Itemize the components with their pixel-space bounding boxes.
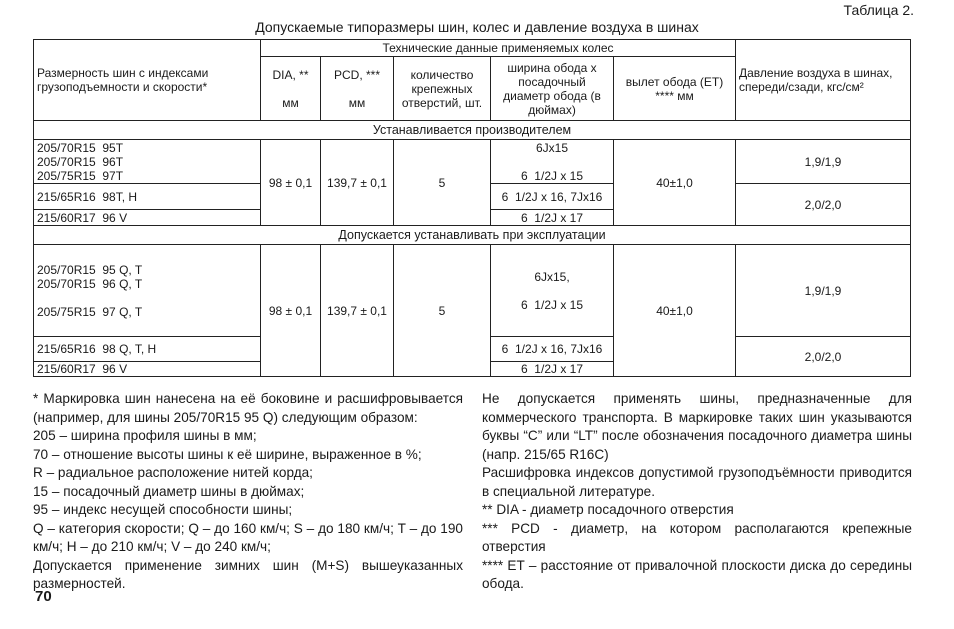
s2-rim-group [491,245,614,337]
s1-pcd: 139,7 ± 0,1 [321,140,394,226]
s2-size-4: 215/65R16 98 Q, T, H [34,337,261,362]
s1-rim-group [491,140,614,184]
s2-rim-4: 6 1/2J x 17 [491,362,614,377]
header-pcd [321,57,394,121]
s1-size-1: 205/70R15 95T [37,140,124,155]
s2-dia: 98 ± 0,1 [261,245,321,377]
notes-right [482,390,912,594]
header-wheel-group: Технические данные применяемых колес [261,40,736,57]
page-number: 70 [35,588,52,605]
note-right-3: ** DIA - диаметр посадочного отверстия [482,502,734,517]
header-dia-unit: мм [282,95,299,110]
s1-pressure-2: 2,0/2,0 [736,184,911,226]
s2-size-3: 205/75R15 97 Q, T [37,304,143,319]
header-pcd-unit: мм [348,95,366,110]
s1-rim-4: 6 1/2J x 17 [491,210,614,226]
tire-spec-table [33,39,911,377]
notes-left [33,390,463,594]
s2-et: 40±1,0 [614,245,736,377]
note-left-8: Допускается применение зимних шин (M+S) вышеуказанных размерностей. [33,557,463,591]
note-right-2: Расшифровка индексов допустимой грузоподъёмности приводится в специальной литературе. [482,465,912,499]
section1-size-group [34,140,261,184]
s1-dia: 98 ± 0,1 [261,140,321,226]
note-left-3: 70 – отношение высоты шины к её ширине, выраженное в %; [33,446,422,462]
s1-rim-1: 6Jx15 [535,140,569,155]
header-pressure: Давление воздуха в шинах, спереди/сзади, кгс/см² [736,40,911,121]
note-left-4: R – радиальное расположение нитей корда; [33,465,313,480]
header-pcd-label: PCD, *** [333,67,380,82]
note-right-1: Не допускается применять шины, предназначенные для коммерческого транспорта. В маркировке таких шин указываются буквы “C” или “LT” после обозначения посадочного диаметра шины (напр. 215/65 R16C) [482,391,912,462]
s1-rim-3: 6 1/2J x 16, 7Jx16 [491,184,614,210]
s1-rim-2: 6 1/2J x 15 [520,168,584,183]
s2-rim-2: 6 1/2J x 15 [520,297,584,312]
header-dia-label: DIA, ** [272,67,309,82]
note-right-5: **** ET – расстояние от привалочной плоскости диска до середины обода. [482,557,912,591]
s2-rim-1: 6Jx15, [534,269,570,284]
note-left-7: Q – категория скорости; Q – до 160 км/ч; S – до 180 км/ч; T – до 190 км/ч; H – до 210 км/ч; V – до 240 км/ч; [33,520,463,554]
s1-size-5: 215/60R17 96 V [34,210,261,226]
header-dia [261,57,321,121]
s2-pcd: 139,7 ± 0,1 [321,245,394,377]
s1-size-3: 205/75R15 97T [37,168,124,183]
s2-pressure-1: 1,9/1,9 [736,245,911,337]
s2-size-1: 205/70R15 95 Q, T [37,262,143,277]
note-right-4: *** PCD - диаметр, на котором располагаются крепежные отверстия [482,520,912,554]
section2-title: Допускается устанавливать при эксплуатации [34,226,911,245]
s2-size-2: 205/70R15 96 Q, T [37,276,143,291]
s2-rim-3: 6 1/2J x 16, 7Jx16 [491,337,614,362]
table-caption: Допускаемые типоразмеры шин, колес и давление воздуха в шинах [255,19,699,35]
header-rim: ширина обода х посадочный диаметр обода (в дюймах) [491,57,614,121]
note-left-2: 205 – ширина профиля шины в мм; [33,428,257,443]
note-left-1: * Маркировка шин нанесена на её боковине и расшифровывается (например, для шины 205/70R15 95 Q) следующим образом: [33,391,463,425]
section1-title: Устанавливается производителем [34,121,911,140]
table-number: Таблица 2. [843,2,914,18]
s1-et: 40±1,0 [614,140,736,226]
note-left-6: 95 – индекс несущей способности шины; [33,502,293,517]
s2-bolts: 5 [394,245,491,377]
header-et: вылет обода (ET) **** мм [614,57,736,121]
s2-size-5: 215/60R17 96 V [34,362,261,377]
section2-size-group [34,245,261,337]
note-left-5: 15 – посадочный диаметр шины в дюймах; [33,483,305,499]
s1-bolts: 5 [394,140,491,226]
s1-size-4: 215/65R16 98T, H [34,184,261,210]
s1-pressure-1: 1,9/1,9 [736,140,911,184]
header-bolts: количество крепежных отверстий, шт. [394,57,491,121]
s1-size-2: 205/70R15 96T [37,154,124,169]
s2-pressure-2: 2,0/2,0 [736,337,911,377]
header-size: Размерность шин с индексами грузоподъемности и скорости* [34,40,261,121]
